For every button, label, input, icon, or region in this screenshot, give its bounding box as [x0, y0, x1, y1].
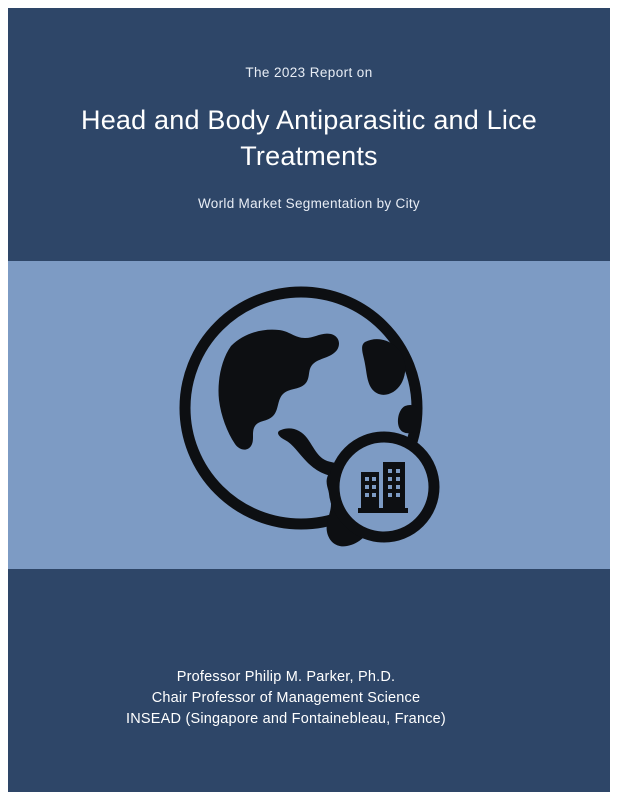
author-affiliation: INSEAD (Singapore and Fontainebleau, France)	[126, 711, 446, 727]
cover-artwork	[8, 261, 610, 569]
author-title: Chair Professor of Management Science	[151, 690, 421, 706]
author-block	[8, 667, 610, 730]
subtitle: World Market Segmentation by City	[198, 196, 420, 211]
book-cover	[8, 8, 610, 792]
page-title: Head and Body Antiparasitic and Lice Treatments	[81, 105, 537, 171]
title-block	[8, 8, 610, 211]
author-name: Professor Philip M. Parker, Ph.D.	[176, 669, 396, 685]
globe-with-city-buildings-icon	[169, 280, 449, 550]
pre-title: The 2023 Report on	[245, 65, 373, 80]
